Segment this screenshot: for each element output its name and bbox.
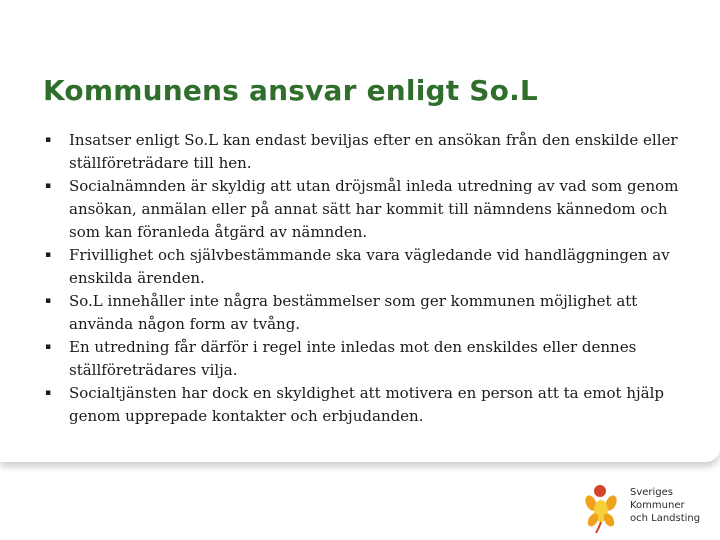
skl-flower-logo-icon (584, 478, 628, 536)
bullet-square-icon: ▪ (45, 342, 52, 352)
logo-line: Kommuner (630, 500, 685, 511)
bullet-item (43, 129, 683, 175)
bullet-item (43, 175, 683, 244)
bullet-text: Socialtjänsten har dock en skyldighet att motivera en person att ta emot hjälp genom upprepade kontakter och erbjudanden. (69, 384, 664, 425)
slide-title: Kommunens ansvar enligt So.L (43, 74, 538, 107)
bullet-text: So.L innehåller inte några bestämmelser som ger kommunen möjlighet att använda någon form av tvång. (69, 292, 638, 333)
bullet-square-icon: ▪ (45, 388, 52, 398)
bullet-square-icon: ▪ (45, 135, 52, 145)
logo-line: och Landsting (630, 513, 701, 524)
logo-line: Sveriges (630, 487, 674, 498)
bullet-item (43, 336, 683, 382)
bullet-text: Socialnämnden är skyldig att utan dröjsmål inleda utredning av vad som genom ansökan, anmälan eller på annat sätt har kommit till nämndens kännedom och som kan föranleda åtgärd av nämnden. (69, 177, 679, 241)
bullet-item (43, 382, 683, 428)
bullet-square-icon: ▪ (45, 296, 52, 306)
logo-wordmark (630, 486, 700, 525)
bullet-square-icon: ▪ (45, 181, 52, 191)
bullet-item (43, 290, 683, 336)
bullet-text: Frivillighet och självbestämmande ska vara vägledande vid handläggningen av enskilda ärenden. (69, 246, 670, 287)
bullet-list (43, 129, 683, 428)
organization-logo (584, 478, 714, 536)
bullet-text: En utredning får därför i regel inte inledas mot den enskildes eller dennes ställföreträdares vilja. (69, 338, 637, 379)
bullet-item (43, 244, 683, 290)
bullet-square-icon: ▪ (45, 250, 52, 260)
bullet-text: Insatser enligt So.L kan endast beviljas efter en ansökan från den enskilde eller ställföreträdare till hen. (69, 131, 678, 172)
